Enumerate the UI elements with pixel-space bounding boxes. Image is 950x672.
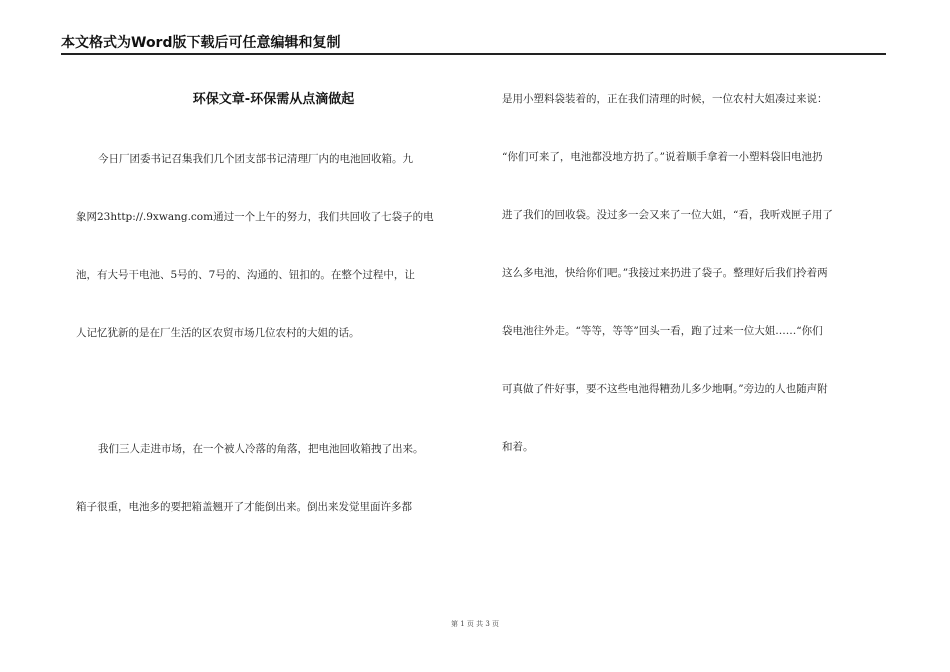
text-line: 我们三人走进市场，在一个被人冷落的角落，把电池回收箱拽了出来。	[98, 443, 424, 455]
text-line: 今日厂团委书记召集我们几个团支部书记清理厂内的电池回收箱。九	[98, 153, 413, 165]
text-line: 象网23http://.9xwang.com通过一个上午的努力，我们共回收了七袋子的电	[76, 211, 434, 223]
text-line: 池，有大号干电池、5号的、7号的、沟通的、钮扣的。在整个过程中，让	[76, 269, 415, 281]
text-line: 可真做了件好事，要不这些电池得糟劲儿多少地啊。”旁边的人也随声附	[502, 383, 828, 395]
text-line: 人记忆犹新的是在厂生活的区农贸市场几位农村的大姐的话。	[76, 327, 360, 339]
text-line: 这么多电池，快给你们吧。”我接过来扔进了袋子。整理好后我们拎着两	[502, 267, 828, 279]
text-line	[76, 382, 471, 400]
left-column	[76, 150, 471, 556]
header-divider	[61, 53, 886, 55]
text-line: 袋电池往外走。“等等，等等”回头一看，跑了过来一位大姐……“你们	[502, 325, 823, 337]
text-line: 是用小塑料袋装着的，正在我们清理的时候，一位农村大姐凑过来说：	[502, 93, 828, 105]
document-title: 环保文章-环保需从点滴做起	[192, 92, 355, 107]
text-line: 进了我们的回收袋。没过多一会又来了一位大姐，“看，我听戏匣子用了	[502, 209, 833, 221]
text-line: 和着。	[502, 441, 534, 453]
text-line: “你们可来了，电池都没地方扔了。”说着顺手拿着一小塑料袋旧电池扔	[502, 151, 823, 163]
text-line: 箱子很重，电池多的要把箱盖翘开了才能倒出来。倒出来发觉里面许多都	[76, 501, 412, 513]
page-footer: 第 1 页 共 3 页	[450, 620, 500, 628]
right-column	[502, 90, 885, 496]
header-banner: 本文格式为Word版下载后可任意编辑和复制	[61, 35, 341, 51]
